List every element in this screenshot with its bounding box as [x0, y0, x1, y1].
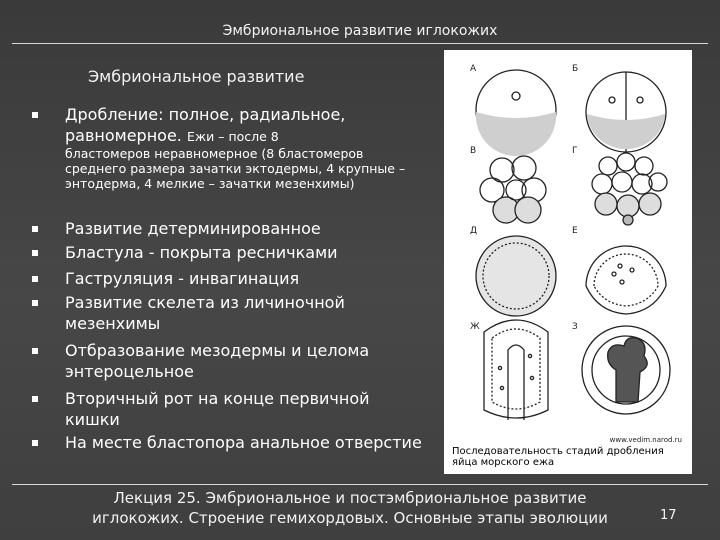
stage-label: З [572, 322, 578, 332]
stage-label: Е [572, 226, 578, 236]
slide-subtitle: Эмбриональное развитие [88, 67, 305, 86]
bullet-square-icon [32, 112, 38, 118]
stage-label: В [470, 146, 477, 156]
bullet-text: Бластула - покрыта ресничками [65, 243, 338, 262]
bullet-text: Гаструляция - инвагинация [65, 269, 300, 288]
sixteen-cell-stage [592, 153, 667, 225]
embryo-figure [444, 50, 692, 474]
bullet-inline-note: Ежи – после 8 [186, 129, 279, 144]
top-divider [12, 43, 708, 44]
bullet-square-icon [32, 348, 38, 354]
top-title: Эмбриональное развитие иглокожих [222, 23, 498, 39]
eight-cell-stage [480, 156, 546, 223]
bullet-square-icon [32, 250, 38, 256]
stage-label: Г [572, 146, 578, 156]
early-gastrula-stage [586, 246, 666, 314]
stage-label: Д [470, 226, 478, 236]
bullet-text: Развитие скелета из личиночной мезенхимы [65, 293, 345, 333]
figure-caption: Последовательность стадий дробления яйца морского ежа [452, 446, 664, 468]
lecture-footer: Лекция 25. Эмбриональное и постэмбриональное развитие иглокожих. Строение гемихордовых. Основные этапы эволюции [92, 489, 608, 527]
bullet-square-icon [32, 440, 38, 446]
stage-label: Б [572, 64, 579, 74]
bullet-text: Развитие детерминированное [65, 219, 321, 238]
bullet-note: бластомеров неравномерное (8 бластомеров среднего размера зачатки эктодермы, 4 крупные – энтодерма, 4 мелкие – зачатки мезенхимы) [65, 146, 406, 191]
bullet-square-icon [32, 276, 38, 282]
stage-label: Ж [470, 322, 480, 332]
bullet-square-icon [32, 396, 38, 402]
bottom-divider [12, 484, 708, 485]
bullet-text: Вторичный рот на конце первичной кишки [65, 389, 370, 429]
stage-label: А [470, 64, 477, 74]
bullet-square-icon [32, 226, 38, 232]
bullet-text [65, 104, 425, 146]
bullet-text: Отбразование мезодермы и целома энтероцельное [65, 341, 370, 381]
page-number: 17 [660, 508, 677, 523]
blastula-stage [476, 236, 556, 316]
bullet-main: Дробление: полное, радиальное, равномерное. [65, 105, 346, 145]
bullet-text: На месте бластопора анальное отверстие [65, 433, 422, 452]
embryo-stages-illustration [444, 50, 692, 474]
figure-credit: www.vedim.narod.ru [609, 436, 682, 444]
bullet-square-icon [32, 300, 38, 306]
